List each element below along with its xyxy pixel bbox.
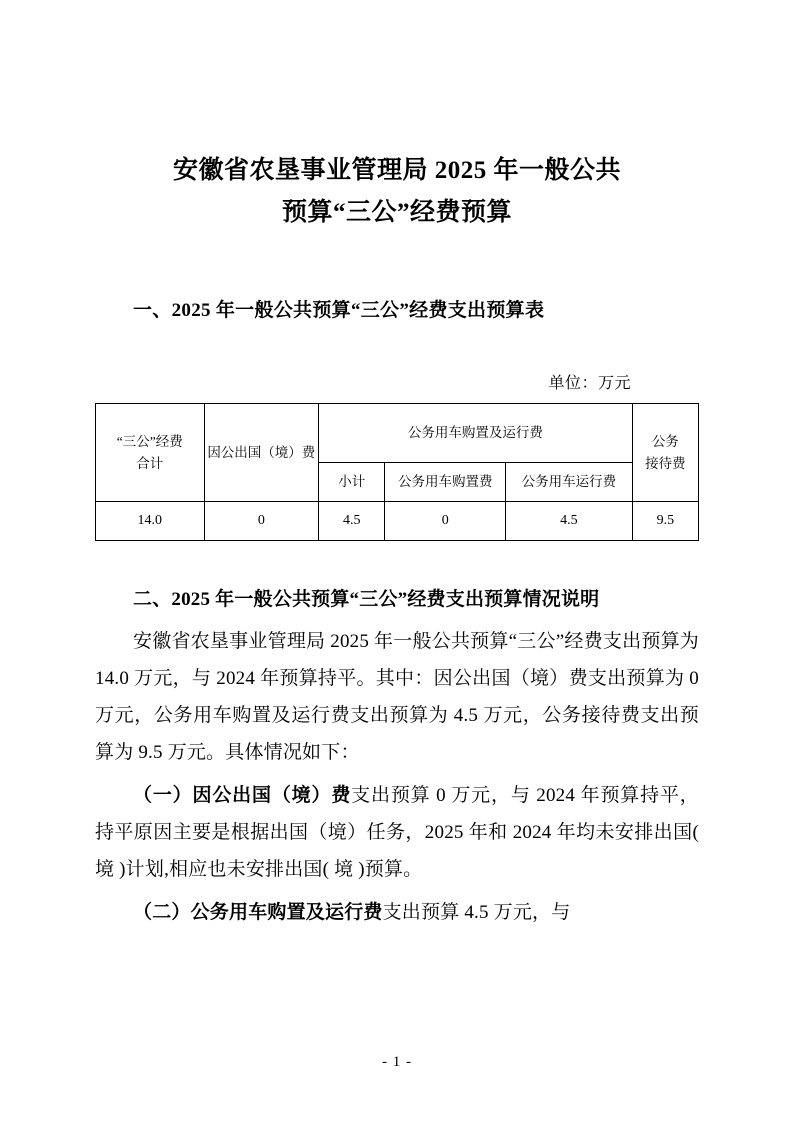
header-cell-reception-line-1: 公务 [651, 433, 679, 449]
header-cell-vehicle-group: 公务用车购置及运行费 [319, 404, 633, 463]
paragraph-vehicle [95, 894, 699, 931]
paragraph-vehicle-text: 支出预算 4.5 万元，与 [382, 902, 571, 923]
page-title-line-1: 安徽省农垦事业管理局 2025 年一般公共 [172, 157, 621, 184]
value-cell-reception: 9.5 [632, 502, 698, 541]
header-cell-total-line-2: 合计 [136, 455, 164, 471]
value-cell-abroad: 0 [204, 502, 319, 541]
section-heading-two: 二、2025 年一般公共预算“三公”经费支出预算情况说明 [133, 589, 600, 610]
page-title [125, 150, 669, 234]
paragraph-overview: 安徽省农垦事业管理局 2025 年一般公共预算“三公”经费支出预算为 14.0 万元，与 2024 年预算持平。其中：因公出国（境）费支出预算为 0 万元，公务用车购置及运行费支出预算为 4.5 万元，公务接待费支出预算为 9.5 万元。具体情况如下： [95, 631, 699, 763]
header-cell-abroad: 因公出国（境）费 [204, 404, 319, 502]
header-cell-total-line-1: “三公”经费 [116, 433, 183, 449]
table-header-row-top [96, 404, 699, 463]
value-cell-vehicle-subtotal: 4.5 [319, 502, 385, 541]
value-cell-vehicle-purchase: 0 [385, 502, 506, 541]
section-heading-one: 一、2025 年一般公共预算“三公”经费支出预算表 [133, 300, 545, 321]
paragraph-abroad-text: 支出预算 0 万元，与 2024 年预算持平，持平原因主要是根据出国（境）任务，2025 年和 2024 年均未安排出国( 境 )计划,相应也未安排出国( 境 )预算。 [95, 785, 699, 880]
paragraph-abroad [95, 777, 699, 888]
header-cell-vehicle-subtotal: 小计 [319, 463, 385, 502]
budget-table [95, 403, 699, 541]
header-cell-reception [632, 404, 698, 502]
page-number: - 1 - [382, 1054, 412, 1070]
value-cell-total: 14.0 [96, 502, 205, 541]
paragraph-vehicle-label: （二）公务用车购置及运行费 [133, 902, 383, 923]
header-cell-total [96, 404, 205, 502]
header-cell-reception-line-2: 接待费 [645, 455, 686, 471]
header-cell-vehicle-operation: 公务用车运行费 [506, 463, 633, 502]
value-cell-vehicle-operation: 4.5 [506, 502, 633, 541]
paragraph-abroad-label: （一）因公出国（境）费 [133, 785, 352, 806]
page-title-line-2: 预算“三公”经费预算 [281, 199, 512, 226]
header-cell-vehicle-purchase: 公务用车购置费 [385, 463, 506, 502]
table-row [96, 502, 699, 541]
table-unit-label: 单位：万元 [548, 375, 631, 392]
